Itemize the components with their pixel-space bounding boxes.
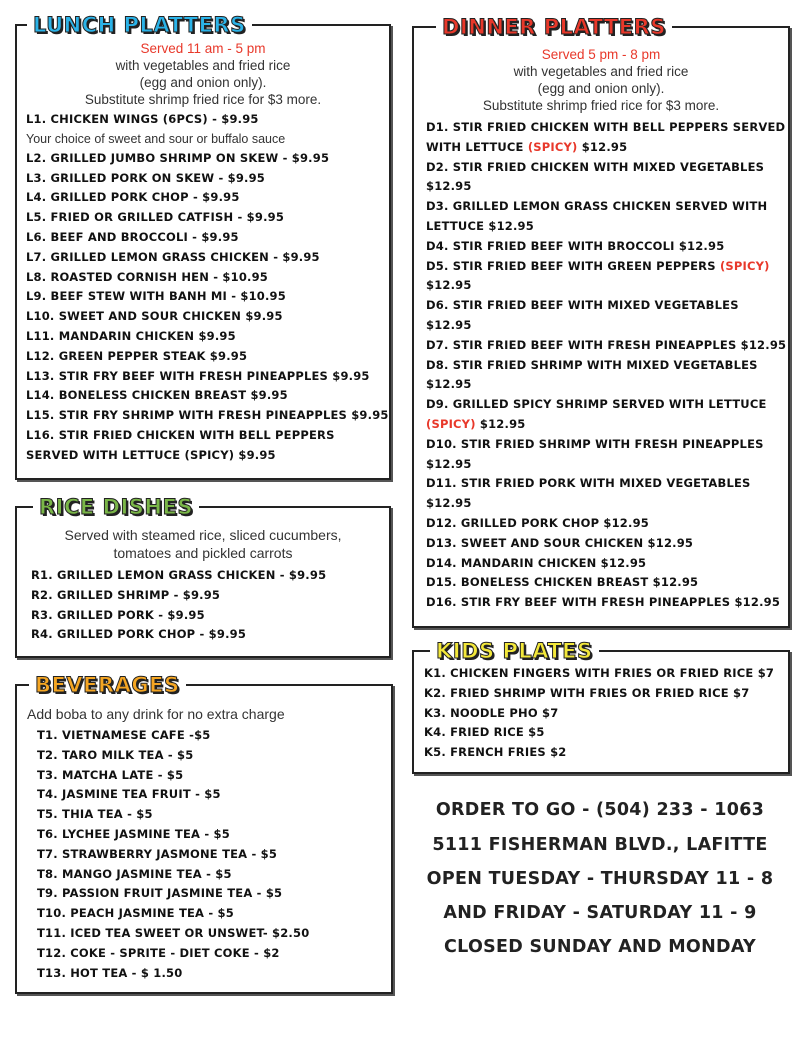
list-item: $12.95 xyxy=(426,179,472,194)
list-item: D10. STIR FRIED SHRIMP WITH FRESH PINEAPPLES xyxy=(426,436,764,451)
list-item: K2. FRIED SHRIMP WITH FRIES OR FRIED RICE $7 xyxy=(424,685,750,700)
kids-plates-section xyxy=(412,639,790,774)
list-item: L1. CHICKEN WINGS (6PCS) - $9.95 xyxy=(26,112,259,126)
list-item: $12.95 xyxy=(426,317,472,332)
list-item: D14. MANDARIN CHICKEN $12.95 xyxy=(426,555,647,570)
list-item: T12. COKE - SPRITE - DIET COKE - $2 xyxy=(37,945,280,960)
item-text: D5. STIR FRIED BEEF WITH GREEN PEPPERS xyxy=(426,258,716,273)
list-item: D15. BONELESS CHICKEN BREAST $12.95 xyxy=(426,575,699,590)
rice-intro-line: tomatoes and pickled carrots xyxy=(113,545,293,561)
item-price: $12.95 xyxy=(479,416,526,431)
kids-item-list xyxy=(414,652,788,763)
list-item: T5. THIA TEA - $5 xyxy=(37,807,153,822)
list-item: $12.95 xyxy=(426,496,472,511)
lunch-platters-title: LUNCH PLATTERS xyxy=(27,12,252,38)
list-item: T1. VIETNAMESE CAFE -$5 xyxy=(37,728,211,742)
list-item: L10. SWEET AND SOUR CHICKEN $9.95 xyxy=(26,309,283,324)
dinner-intro-line: Substitute shrimp fried rice for $3 more. xyxy=(482,98,720,113)
lunch-platters-section xyxy=(15,13,391,480)
list-item: L12. GREEN PEPPER STEAK $9.95 xyxy=(26,348,248,363)
dinner-item-list xyxy=(414,114,788,613)
list-item: D6. STIR FRIED BEEF WITH MIXED VEGETABLES xyxy=(426,298,739,313)
list-item: T11. ICED TEA SWEET OR UNSWET- $2.50 xyxy=(37,925,310,940)
list-item: T4. JASMINE TEA FRUIT - $5 xyxy=(37,787,221,802)
beverages-item-list xyxy=(17,724,391,983)
list-item xyxy=(426,415,788,435)
hours-tue-thu: OPEN TUESDAY - THURSDAY 11 - 8 xyxy=(426,869,774,889)
list-item: K4. FRIED RICE $5 xyxy=(424,725,545,740)
spicy-tag: (SPICY) xyxy=(527,139,578,154)
list-item: LETTUCE $12.95 xyxy=(426,218,534,233)
list-item: D7. STIR FRIED BEEF WITH FRESH PINEAPPLES $12.95 xyxy=(426,337,787,352)
lunch-intro-line: with vegetables and fried rice xyxy=(115,58,291,73)
list-item: T8. MANGO JASMINE TEA - $5 xyxy=(37,866,232,881)
list-item: D8. STIR FRIED SHRIMP WITH MIXED VEGETABLES xyxy=(426,357,758,372)
rice-intro-line: Served with steamed rice, sliced cucumbers, xyxy=(64,527,342,543)
list-item: D2. STIR FRIED CHICKEN WITH MIXED VEGETABLES xyxy=(426,159,765,174)
list-item: $12.95 xyxy=(426,377,472,392)
dinner-served-hours: Served 5 pm - 8 pm xyxy=(541,47,661,62)
list-item: D16. STIR FRY BEEF WITH FRESH PINEAPPLES $12.95 xyxy=(426,595,781,610)
list-item: SERVED WITH LETTUCE (SPICY) $9.95 xyxy=(26,447,276,462)
list-item: D1. STIR FRIED CHICKEN WITH BELL PEPPERS SERVED xyxy=(426,120,786,134)
list-item: L7. GRILLED LEMON GRASS CHICKEN - $9.95 xyxy=(26,249,320,264)
item-text: WITH LETTUCE xyxy=(426,139,524,154)
beverages-title: BEVERAGES xyxy=(29,672,186,698)
list-item: L6. BEEF AND BROCCOLI - $9.95 xyxy=(26,229,239,244)
order-phone: ORDER TO GO - (504) 233 - 1063 xyxy=(435,800,765,820)
list-item: T2. TARO MILK TEA - $5 xyxy=(37,747,194,762)
list-item: R1. GRILLED LEMON GRASS CHICKEN - $9.95 xyxy=(31,568,327,582)
list-item: L11. MANDARIN CHICKEN $9.95 xyxy=(26,328,236,343)
list-item: K1. CHICKEN FINGERS WITH FRIES OR FRIED RICE $7 xyxy=(424,666,775,680)
list-item: T7. STRAWBERRY JASMONE TEA - $5 xyxy=(37,846,278,861)
beverages-note: Add boba to any drink for no extra charge xyxy=(27,706,285,722)
item-price: $12.95 xyxy=(581,139,628,154)
lunch-intro-line: (egg and onion only). xyxy=(139,75,267,90)
spicy-tag: (SPICY) xyxy=(719,258,770,273)
list-item: L3. GRILLED PORK ON SKEW - $9.95 xyxy=(26,170,266,185)
list-item: L2. GRILLED JUMBO SHRIMP ON SKEW - $9.95 xyxy=(26,150,330,165)
dinner-intro-line: (egg and onion only). xyxy=(537,81,665,96)
rice-dishes-section xyxy=(15,495,391,658)
rice-dishes-title: RICE DISHES xyxy=(33,494,199,520)
list-item: L4. GRILLED PORK CHOP - $9.95 xyxy=(26,190,240,205)
list-item: R3. GRILLED PORK - $9.95 xyxy=(31,607,205,622)
list-item: T13. HOT TEA - $ 1.50 xyxy=(37,965,183,980)
list-item: D13. SWEET AND SOUR CHICKEN $12.95 xyxy=(426,535,694,550)
rice-intro xyxy=(17,526,389,562)
list-item: L5. FRIED OR GRILLED CATFISH - $9.95 xyxy=(26,210,285,225)
list-item: R2. GRILLED SHRIMP - $9.95 xyxy=(31,587,221,602)
lunch-served-hours: Served 11 am - 5 pm xyxy=(140,41,266,56)
lunch-intro xyxy=(17,40,389,108)
dinner-intro-line: with vegetables and fried rice xyxy=(513,64,689,79)
list-item: R4. GRILLED PORK CHOP - $9.95 xyxy=(31,627,247,642)
list-item: K3. NOODLE PHO $7 xyxy=(424,705,559,720)
rice-item-list xyxy=(17,562,389,645)
list-item: K5. FRENCH FRIES $2 xyxy=(424,745,567,760)
list-item: L16. STIR FRIED CHICKEN WITH BELL PEPPERS xyxy=(26,427,335,442)
list-item: D9. GRILLED SPICY SHRIMP SERVED WITH LETTUCE xyxy=(426,397,767,412)
spicy-tag: (SPICY) xyxy=(426,416,476,431)
list-item xyxy=(426,138,788,158)
beverages-section xyxy=(15,673,393,994)
list-item: T9. PASSION FRUIT JASMINE TEA - $5 xyxy=(37,886,283,901)
list-item: L13. STIR FRY BEEF WITH FRESH PINEAPPLES $9.95 xyxy=(26,368,370,383)
closed-days: CLOSED SUNDAY AND MONDAY xyxy=(443,937,757,957)
address: 5111 FISHERMAN BLVD., LAFITTE xyxy=(432,835,768,855)
list-item: L14. BONELESS CHICKEN BREAST $9.95 xyxy=(26,388,288,403)
lunch-item-list xyxy=(17,108,389,466)
list-item: T10. PEACH JASMINE TEA - $5 xyxy=(37,906,234,921)
dinner-platters-title: DINNER PLATTERS xyxy=(436,14,672,40)
list-item: D4. STIR FRIED BEEF WITH BROCCOLI $12.95 xyxy=(426,238,725,253)
list-item: D3. GRILLED LEMON GRASS CHICKEN SERVED WITH xyxy=(426,199,768,214)
list-item: T6. LYCHEE JASMINE TEA - $5 xyxy=(37,826,230,841)
kids-plates-title: KIDS PLATES xyxy=(430,638,599,664)
lunch-item-note: Your choice of sweet and sour or buffalo sauce xyxy=(26,131,286,146)
dinner-platters-section xyxy=(412,15,790,628)
dinner-intro xyxy=(414,46,788,114)
list-item: D12. GRILLED PORK CHOP $12.95 xyxy=(426,515,649,530)
list-item xyxy=(426,257,788,277)
list-item: $12.95 xyxy=(426,456,472,471)
list-item: L9. BEEF STEW WITH BANH MI - $10.95 xyxy=(26,289,286,304)
list-item: D11. STIR FRIED PORK WITH MIXED VEGETABLES xyxy=(426,476,751,491)
hours-fri-sat: AND FRIDAY - SATURDAY 11 - 9 xyxy=(443,903,757,923)
list-item: L8. ROASTED CORNISH HEN - $10.95 xyxy=(26,269,269,284)
lunch-intro-line: Substitute shrimp fried rice for $3 more. xyxy=(84,92,322,107)
list-item: L15. STIR FRY SHRIMP WITH FRESH PINEAPPLES $9.95 xyxy=(26,408,389,423)
list-item: $12.95 xyxy=(426,278,472,293)
list-item: T3. MATCHA LATE - $5 xyxy=(37,767,184,782)
